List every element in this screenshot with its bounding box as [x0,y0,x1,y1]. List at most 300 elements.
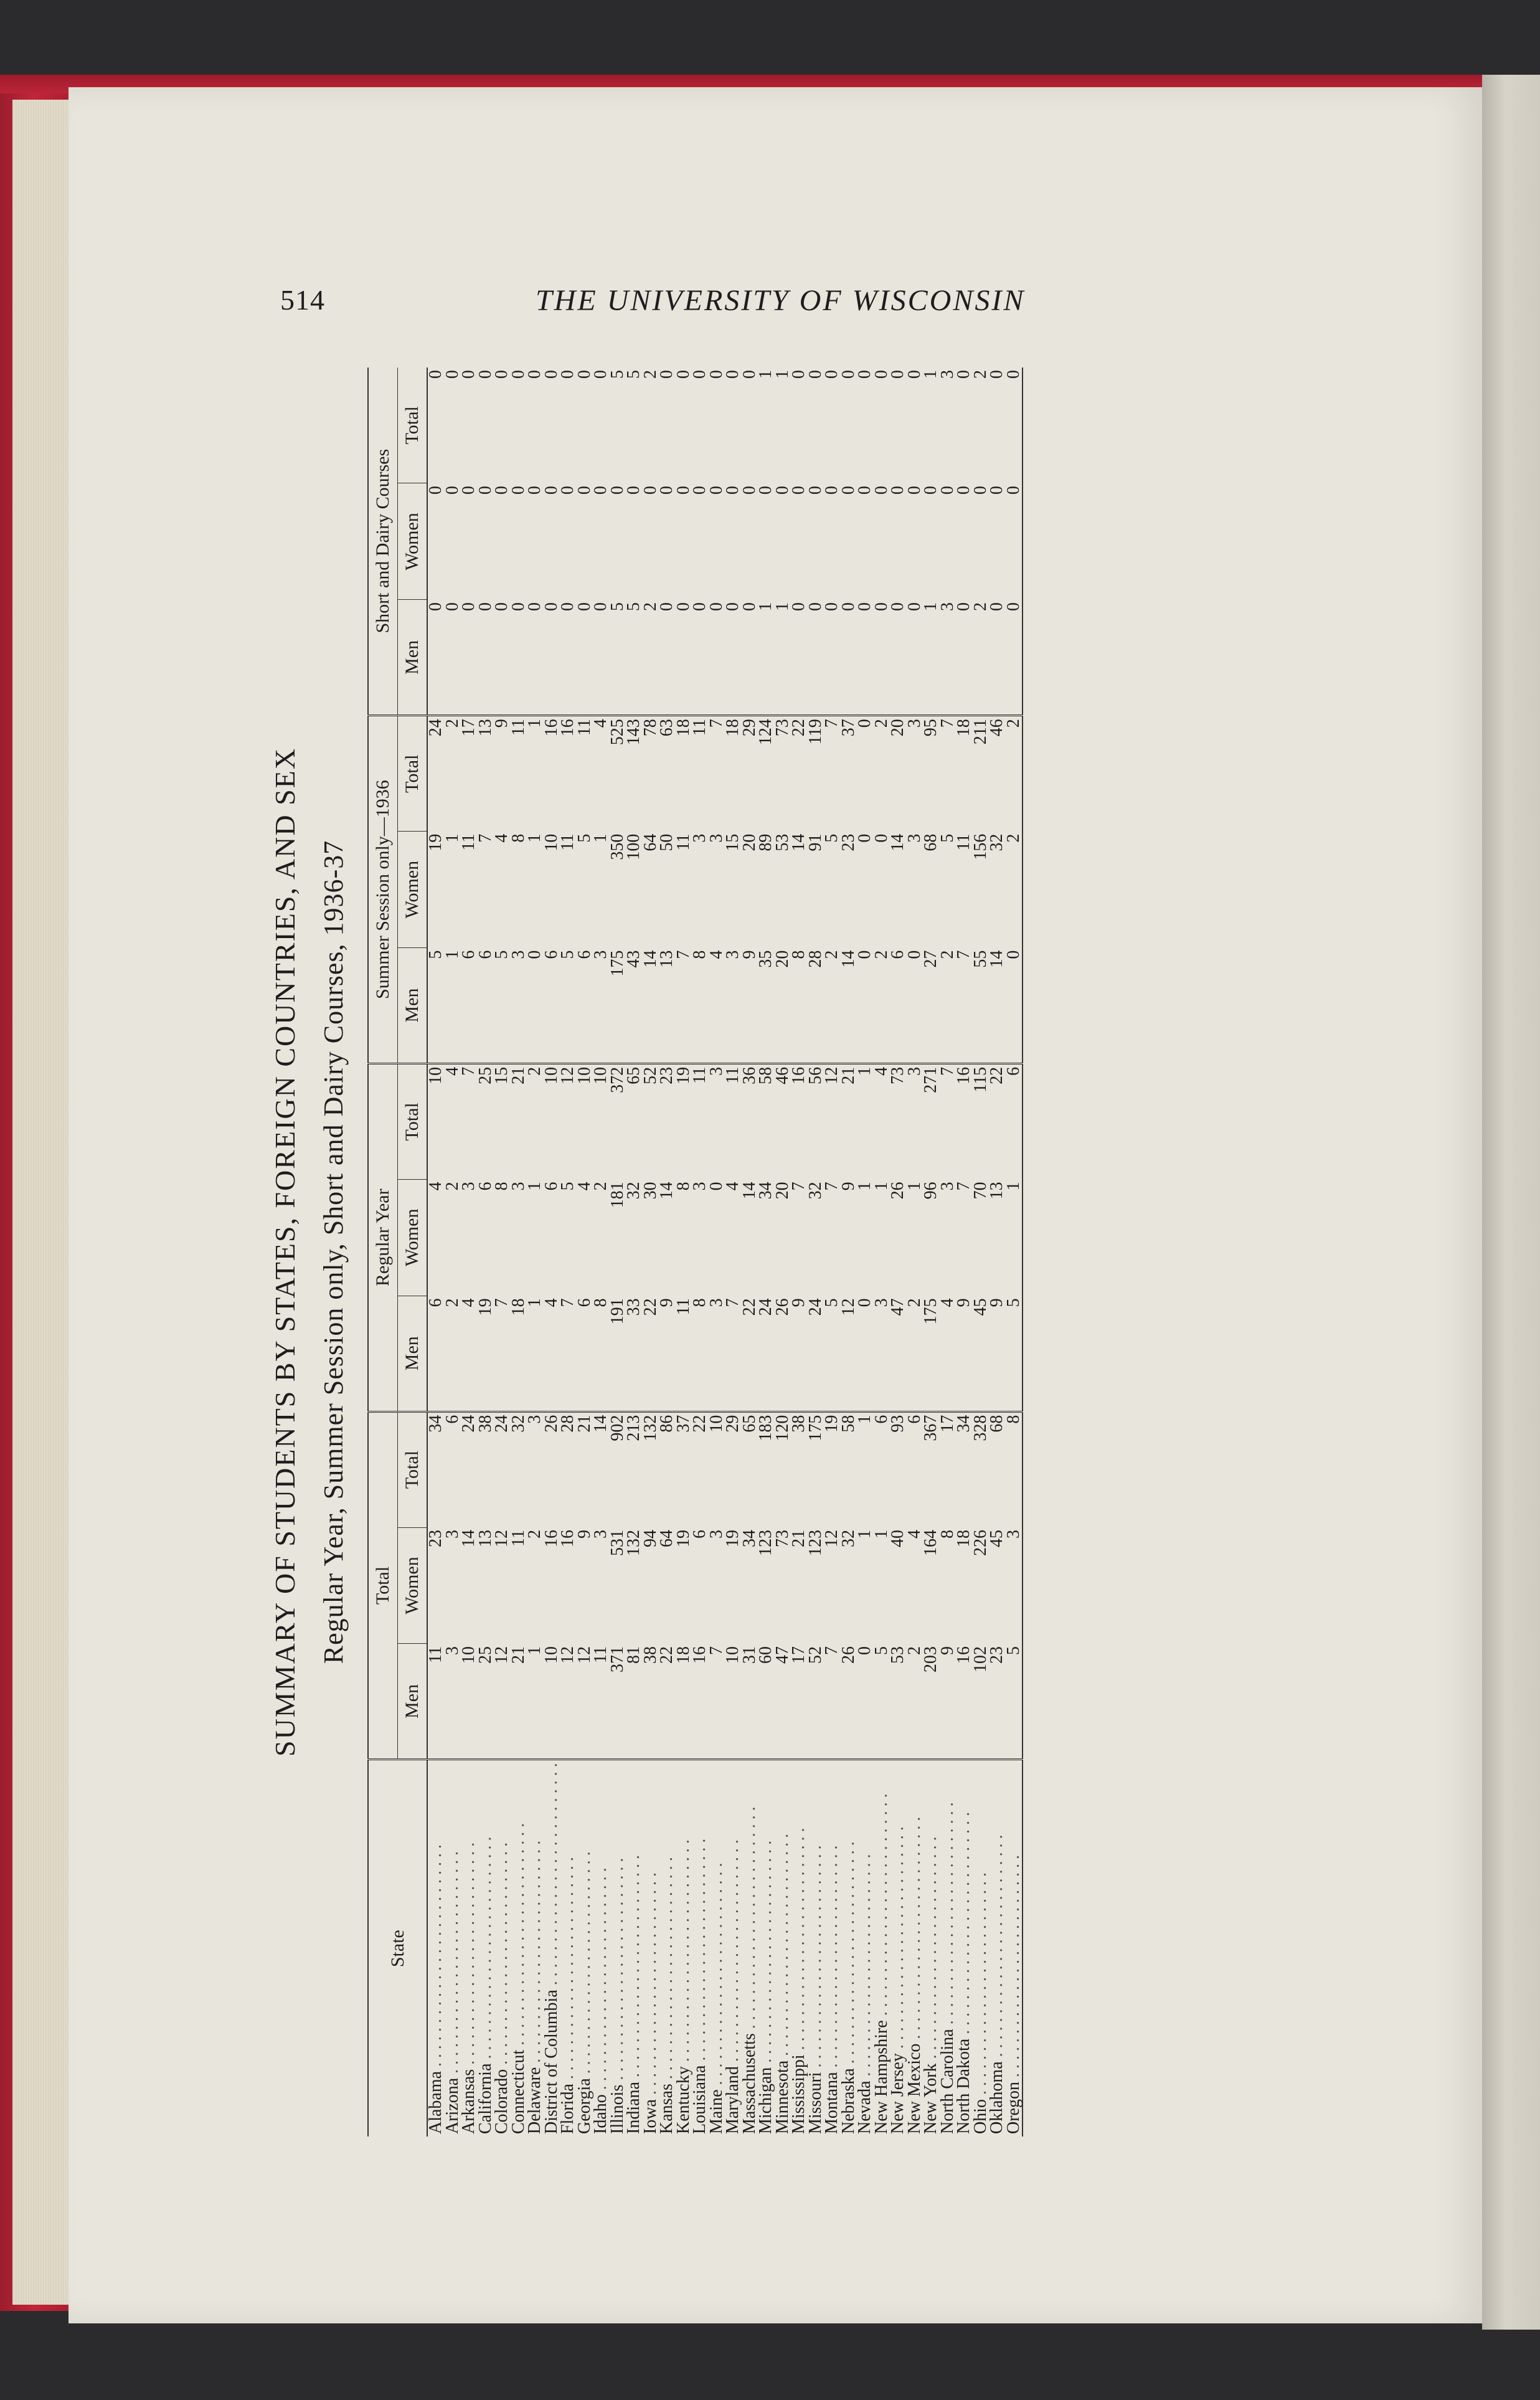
facing-page-edge [1482,75,1540,2330]
value-cell: 25 [475,1066,495,1084]
value-cell: 46 [772,1066,792,1084]
value-cell: 0 [904,370,924,379]
value-cell: 10 [706,1415,726,1433]
value-cell: 16 [558,1530,577,1548]
value-cell: 32 [987,833,1006,851]
value-cell: 1 [442,833,462,843]
value-cell: 26 [841,1644,857,1760]
value-cell: 8 [492,1182,511,1191]
value-cell: 6 [427,1296,445,1411]
value-cell: 12 [822,1530,841,1548]
state-name-cell: New Jersey . . [890,1760,907,2137]
value-cell: 21 [789,1530,808,1548]
value-cell: 17 [937,1415,957,1433]
value-cell: 8 [508,833,528,843]
value-cell: 93 [888,1415,907,1433]
state-name-cell: Idaho . . [593,1760,610,2137]
value-cell: 0 [1006,483,1023,600]
value-cell: 0 [525,370,544,379]
value-cell: 3 [904,719,924,728]
value-cell: 0 [558,370,577,379]
subheader-women: Women [398,1527,428,1644]
value-cell: 5 [560,948,577,1064]
value-cell: 25 [478,1644,494,1760]
value-cell: 3 [706,1530,726,1539]
value-cell: 45 [987,1530,1006,1548]
value-cell: 0 [890,600,907,716]
value-cell: 50 [657,833,676,851]
value-cell: 0 [841,600,857,716]
value-cell: 350 [607,833,627,860]
value-cell: 0 [591,370,610,379]
value-cell: 5 [822,833,841,843]
state-name-cell: New York . . [923,1760,940,2137]
value-cell: 3 [1006,1527,1023,1644]
state-name-cell: Michigan . . [758,1760,775,2137]
value-cell: 0 [459,370,478,379]
value-cell: 14 [459,1530,478,1548]
value-cell: 0 [989,600,1006,716]
value-cell: 6 [475,1182,495,1191]
value-cell: 0 [874,600,890,716]
value-cell: 68 [987,1415,1006,1433]
value-cell: 3 [593,948,610,1064]
value-cell: 34 [954,1415,973,1433]
value-cell: 0 [907,948,924,1064]
value-cell: 10 [591,1066,610,1084]
subheader-women: Women [398,832,428,948]
value-cell: 3 [709,1296,725,1411]
value-cell: 0 [706,486,726,495]
value-cell: 9 [940,1644,957,1760]
value-cell: 0 [723,370,742,379]
value-cell: 24 [758,1296,775,1411]
table-body [427,368,1023,2137]
value-cell: 4 [442,1066,462,1076]
value-cell: 4 [574,1182,594,1191]
value-cell: 24 [459,1415,478,1433]
value-cell: 0 [492,370,511,379]
value-cell: 1 [525,719,544,728]
value-cell: 0 [657,370,676,379]
value-cell: 0 [541,486,561,495]
value-cell: 2 [1006,832,1023,948]
value-cell: 7 [822,719,841,728]
value-cell: 0 [709,600,725,716]
value-cell: 11 [574,719,594,736]
value-cell: 10 [544,1644,560,1760]
value-cell: 68 [921,833,940,851]
value-cell: 1 [758,600,775,716]
value-cell: 24 [808,1296,824,1411]
value-cell: 16 [541,1530,561,1548]
value-cell: 0 [857,600,874,716]
value-cell: 181 [607,1182,627,1208]
value-cell: 2 [640,370,660,379]
value-cell: 7 [956,948,973,1064]
value-cell: 6 [1006,1063,1023,1179]
value-cell: 0 [838,370,858,379]
value-cell: 15 [723,833,742,851]
state-name-cell: Colorado . . [494,1760,511,2137]
value-cell: 531 [607,1530,627,1557]
state-name-cell: Minnesota . . [775,1760,791,2137]
value-cell: 0 [723,486,742,495]
value-cell: 0 [659,600,676,716]
value-cell: 2 [973,600,990,716]
state-name-cell: Oklahoma . . [989,1760,1006,2137]
value-cell: 55 [973,948,990,1064]
value-cell: 18 [723,719,742,737]
value-cell: 0 [657,486,676,495]
value-cell: 7 [725,1296,742,1411]
value-cell: 18 [673,719,693,737]
value-cell: 56 [805,1066,825,1084]
value-cell: 35 [758,948,775,1064]
subheader-total: Total [398,1063,428,1179]
value-cell: 0 [838,486,858,495]
value-cell: 0 [855,370,874,379]
value-cell: 40 [888,1530,907,1548]
value-cell: 27 [923,948,940,1064]
value-cell: 4 [871,1066,891,1076]
state-name-cell: Arkansas . . [461,1760,478,2137]
state-name-cell: District of Columbia . . [544,1760,560,2137]
value-cell: 0 [921,486,940,495]
value-cell: 14 [739,1182,759,1200]
state-header: State [368,1760,427,2137]
value-cell: 0 [558,486,577,495]
value-cell: 372 [607,1066,627,1093]
value-cell: 0 [739,370,759,379]
value-cell: 7 [822,1182,841,1191]
value-cell: 19 [723,1530,742,1548]
value-cell: 5 [824,1296,841,1411]
value-cell: 5 [610,600,626,716]
value-cell: 10 [725,1644,742,1760]
value-cell: 32 [624,1182,643,1200]
value-cell: 38 [643,1644,659,1760]
value-cell: 16 [541,719,561,737]
value-cell: 3 [591,1530,610,1539]
value-cell: 1 [525,833,544,843]
value-cell: 3 [690,833,709,843]
value-cell: 213 [624,1415,643,1441]
value-cell: 23 [657,1066,676,1084]
value-cell: 2 [591,1182,610,1191]
value-cell: 14 [989,948,1006,1064]
value-cell: 9 [742,948,758,1064]
value-cell: 0 [970,486,990,495]
value-cell: 0 [676,600,692,716]
value-cell: 1 [855,1415,874,1424]
value-cell: 0 [591,486,610,495]
value-cell: 20 [772,1182,792,1200]
value-cell: 0 [857,948,874,1064]
value-cell: 12 [822,1066,841,1084]
value-cell: 7 [937,719,957,728]
value-cell: 0 [871,833,891,843]
value-cell: 0 [855,833,874,843]
value-cell: 0 [475,370,495,379]
value-cell: 64 [657,1530,676,1548]
state-name-cell: Delaware . . [527,1760,544,2137]
state-name-cell: Massachusetts . . [742,1760,758,2137]
value-cell: 12 [577,1644,593,1760]
value-cell: 2 [525,1066,544,1076]
value-cell: 6 [577,948,593,1064]
value-cell: 18 [954,719,973,737]
value-cell: 38 [475,1415,495,1433]
value-cell: 0 [426,486,445,495]
value-cell: 11 [676,1296,692,1411]
value-cell: 0 [822,486,841,495]
value-cell: 64 [640,833,660,851]
value-cell: 4 [426,1182,445,1191]
group-header-summer-session: Summer Session only—1936 [368,716,398,1064]
state-name-cell: New Mexico . . [907,1760,924,2137]
value-cell: 3 [904,1066,924,1076]
value-cell: 0 [442,370,462,379]
value-cell: 7 [706,719,726,728]
value-cell: 5 [1006,1296,1023,1411]
value-cell: 132 [624,1530,643,1557]
running-head: THE UNIVERSITY OF WISCONSIN [536,284,1026,317]
value-cell: 0 [822,370,841,379]
value-cell: 3 [937,370,957,379]
value-cell: 9 [838,1182,858,1191]
value-cell: 13 [475,719,495,737]
subheader-total: Total [398,368,428,483]
value-cell: 11 [508,719,528,736]
value-cell: 4 [461,1296,478,1411]
value-cell: 23 [989,1644,1006,1760]
value-cell: 5 [1006,1644,1023,1760]
state-name-cell: Nevada . . [857,1760,874,2137]
value-cell: 34 [739,1530,759,1548]
value-cell: 1 [855,1182,874,1191]
value-cell: 0 [593,600,610,716]
value-cell: 0 [442,486,462,495]
subheader-men: Men [398,948,428,1064]
value-cell: 902 [607,1415,627,1441]
table-subtitle: Regular Year, Summer Session only, Short and Dairy Courses, 1936-37 [318,840,349,1664]
value-cell: 328 [970,1415,990,1441]
value-cell: 29 [739,719,759,737]
value-cell: 9 [492,719,511,728]
value-cell: 7 [937,1066,957,1076]
value-cell: 1 [775,600,791,716]
value-cell: 4 [723,1182,742,1191]
value-cell: 0 [1006,368,1023,483]
state-name-cell: Florida . . [560,1760,577,2137]
state-name-cell: Connecticut . . [511,1760,527,2137]
value-cell: 1 [527,1644,544,1760]
value-cell: 183 [756,1415,775,1441]
value-cell: 123 [805,1530,825,1557]
value-cell: 17 [791,1644,808,1760]
value-cell: 1 [921,370,940,379]
table-row [626,368,643,2137]
state-name-cell: Oregon . . [1006,1760,1023,2137]
value-cell: 1 [855,1066,874,1076]
value-cell: 21 [508,1066,528,1084]
value-cell: 2 [525,1530,544,1539]
value-cell: 6 [541,1182,561,1191]
value-cell: 38 [789,1415,808,1433]
value-cell: 0 [907,600,924,716]
value-cell: 0 [461,600,478,716]
value-cell: 0 [789,370,808,379]
value-cell: 0 [857,1296,874,1411]
value-cell: 12 [560,1644,577,1760]
value-cell: 7 [789,1182,808,1191]
value-cell: 4 [492,833,511,843]
value-cell: 5 [624,370,643,379]
value-cell: 8 [593,1296,610,1411]
value-cell: 0 [574,486,594,495]
value-cell: 8 [673,1182,693,1191]
value-cell: 367 [921,1415,940,1441]
value-cell: 7 [676,948,692,1064]
value-cell: 226 [970,1530,990,1557]
value-cell: 0 [527,600,544,716]
value-cell: 12 [492,1530,511,1548]
state-name-cell: California . . [478,1760,494,2137]
value-cell: 203 [923,1644,940,1760]
value-cell: 120 [772,1415,792,1441]
value-cell: 8 [937,1530,957,1539]
value-cell: 115 [970,1066,990,1093]
value-cell: 20 [888,719,907,737]
value-cell: 100 [624,833,643,860]
state-name-cell: New Hampshire . . [874,1760,890,2137]
value-cell: 0 [508,370,528,379]
value-cell: 15 [492,1066,511,1084]
value-cell: 18 [511,1296,527,1411]
value-cell: 11 [508,1530,528,1547]
value-cell: 23 [838,833,858,851]
value-cell: 2 [907,1296,924,1411]
value-cell: 0 [805,486,825,495]
state-name-cell: Alabama . . [427,1760,445,2137]
subheader-women: Women [398,1179,428,1296]
value-cell: 2 [970,370,990,379]
value-cell: 5 [574,833,594,843]
value-cell: 0 [954,370,973,379]
value-cell: 525 [607,719,627,746]
value-cell: 3 [706,1066,726,1076]
value-cell: 0 [954,486,973,495]
value-cell: 0 [1006,948,1023,1064]
value-cell: 26 [888,1182,907,1200]
value-cell: 0 [427,600,445,716]
group-header-total: Total [368,1411,398,1760]
subheader-men: Men [398,600,428,716]
value-cell: 0 [690,370,709,379]
value-cell: 65 [624,1066,643,1084]
value-cell: 20 [739,833,759,851]
value-cell: 0 [888,486,907,495]
value-cell: 3 [706,833,726,843]
value-cell: 1 [756,370,775,379]
value-cell: 175 [610,948,626,1064]
value-cell: 0 [673,370,693,379]
value-cell: 0 [508,486,528,495]
value-cell: 1 [904,1182,924,1191]
value-cell: 4 [591,719,610,728]
value-cell: 9 [574,1530,594,1539]
value-cell: 28 [558,1415,577,1433]
state-name-cell: Arizona . . [445,1760,461,2137]
value-cell: 73 [772,1530,792,1548]
value-cell: 6 [461,948,478,1064]
value-cell: 18 [676,1644,692,1760]
value-cell: 65 [739,1415,759,1433]
value-cell: 5 [626,600,643,716]
value-cell: 0 [725,600,742,716]
value-cell: 3 [459,1182,478,1191]
value-cell: 3 [690,1182,709,1191]
value-cell: 73 [772,719,792,737]
value-cell: 3 [511,948,527,1064]
value-cell: 13 [475,1530,495,1548]
table-row [956,368,973,2137]
value-cell: 9 [791,1296,808,1411]
value-cell: 53 [772,833,792,851]
value-cell: 46 [987,719,1006,737]
value-cell: 9 [989,1296,1006,1411]
value-cell: 102 [973,1644,990,1760]
value-cell: 16 [692,1644,709,1760]
value-cell: 7 [494,1296,511,1411]
value-cell: 60 [758,1644,775,1760]
table-title: SUMMARY OF STUDENTS BY STATES, FOREIGN COUNTRIES, AND SEX [269,747,301,1757]
value-cell: 22 [690,1415,709,1433]
value-cell: 7 [475,833,495,843]
value-cell: 14 [888,833,907,851]
value-cell: 81 [626,1644,643,1760]
value-cell: 52 [808,1644,824,1760]
value-cell: 14 [643,948,659,1064]
value-cell: 31 [742,1644,758,1760]
value-cell: 1 [527,1296,544,1411]
value-cell: 24 [492,1415,511,1433]
value-cell: 0 [577,600,593,716]
value-cell: 0 [937,486,957,495]
value-cell: 0 [459,486,478,495]
value-cell: 89 [756,833,775,851]
value-cell: 23 [426,1530,445,1548]
value-cell: 3 [445,1644,461,1760]
value-cell: 86 [657,1415,676,1433]
value-cell: 0 [855,486,874,495]
value-cell: 5 [607,370,627,379]
value-cell: 143 [624,719,643,746]
value-cell: 10 [426,1066,445,1084]
value-cell: 13 [659,948,676,1064]
value-cell: 6 [690,1530,709,1539]
value-cell: 14 [591,1415,610,1433]
value-cell: 18 [954,1530,973,1548]
group-header-regular-year: Regular Year [368,1063,398,1411]
value-cell: 8 [1006,1411,1023,1527]
value-cell: 0 [808,600,824,716]
value-cell: 14 [657,1182,676,1200]
value-cell: 7 [824,1644,841,1760]
value-cell: 16 [954,1066,973,1084]
value-cell: 2 [871,719,891,728]
